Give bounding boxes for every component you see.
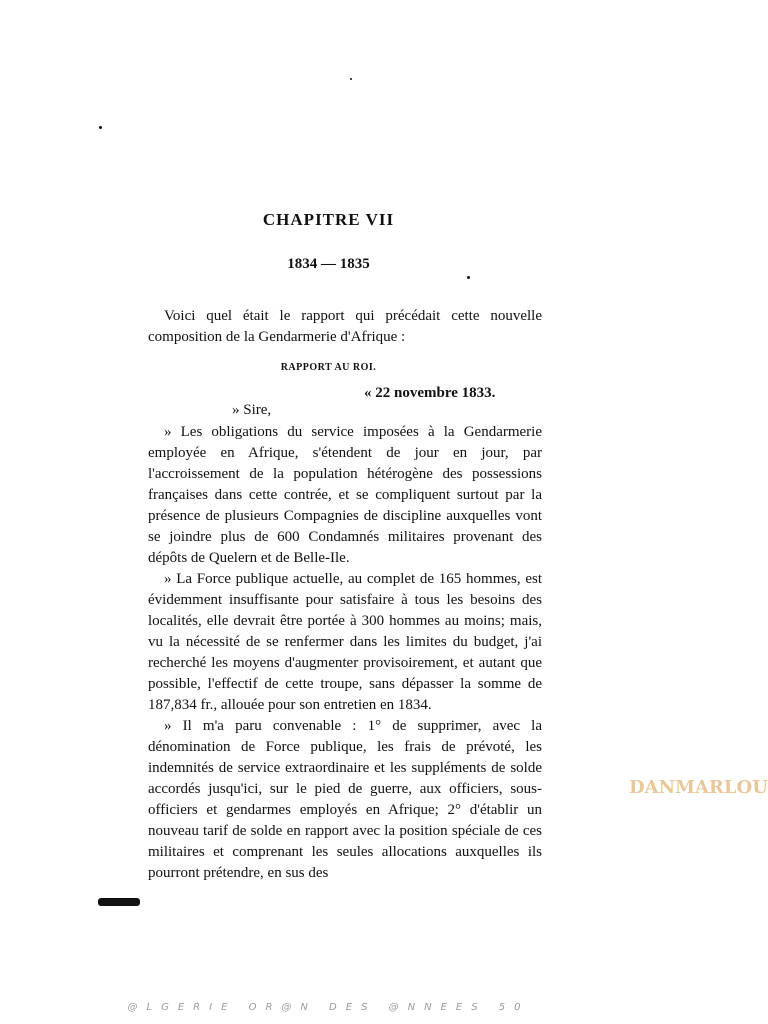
chapter-title: CHAPITRE VII [262,210,395,229]
ink-blot [98,898,140,906]
side-watermark: DANMARLOU [629,777,768,798]
intro-paragraph: Voici quel était le rapport qui précédait cette nouvelle composition de la Gendarmerie d'Afrique : [148,308,542,345]
report-paragraph: » Les obligations du service imposées à la Gendarmerie employée en Afrique, s'étendent de jour en jour, par l'accroissement de la population hétérogène des possessions françaises dans cette contrée, et se compliquent surtout par la présence de plusieurs Compagnies de discipline auxquelles vont se joindre plus de 600 Condamnés militaires provenant des dépôts de Quelern et de Belle-Ile. [148,424,542,566]
footer-watermark: @LGERIE OR@N DES @NNEES 50 [127,1002,530,1013]
report-heading: RAPPORT AU ROI. [280,362,377,373]
ink-speck [99,126,102,129]
report-date: « 22 novembre 1833. [364,385,496,401]
ink-speck [467,276,470,279]
report-paragraph: » Il m'a paru convenable : 1° de supprimer, avec la dénomination de Force publique, les frais de prévoté, les indemnités de service extraordinaire et les suppléments de solde accordés jusqu'ici, sur le pied de guerre, aux officiers, sous-officiers et gendarmes employés en Afrique; 2° d'établir un nouveau tarif de solde en rapport avec la position spéciale de ces militaires et comprenant les seules allocations auxquelles ils pourront prétendre, en sus des [148,718,542,881]
report-body [148,422,542,884]
report-paragraph: » La Force publique actuelle, au complet de 165 hommes, est évidemment insuffisante pour satisfaire à tous les besoins des localités, elle devrait être portée à 300 hommes au moins; mais, vu la nécessité de se renfermer dans les limites du budget, j'ai recherché les moyens d'augmenter provisoirement, et autant que possible, l'effectif de cette troupe, sans dépasser la somme de 187,834 fr., allouée pour son entretien en 1834. [148,571,542,713]
salutation: » Sire, [232,402,272,418]
chapter-years: 1834 — 1835 [287,256,370,272]
intro-paragraph-block [148,306,542,348]
ink-speck [350,78,352,80]
